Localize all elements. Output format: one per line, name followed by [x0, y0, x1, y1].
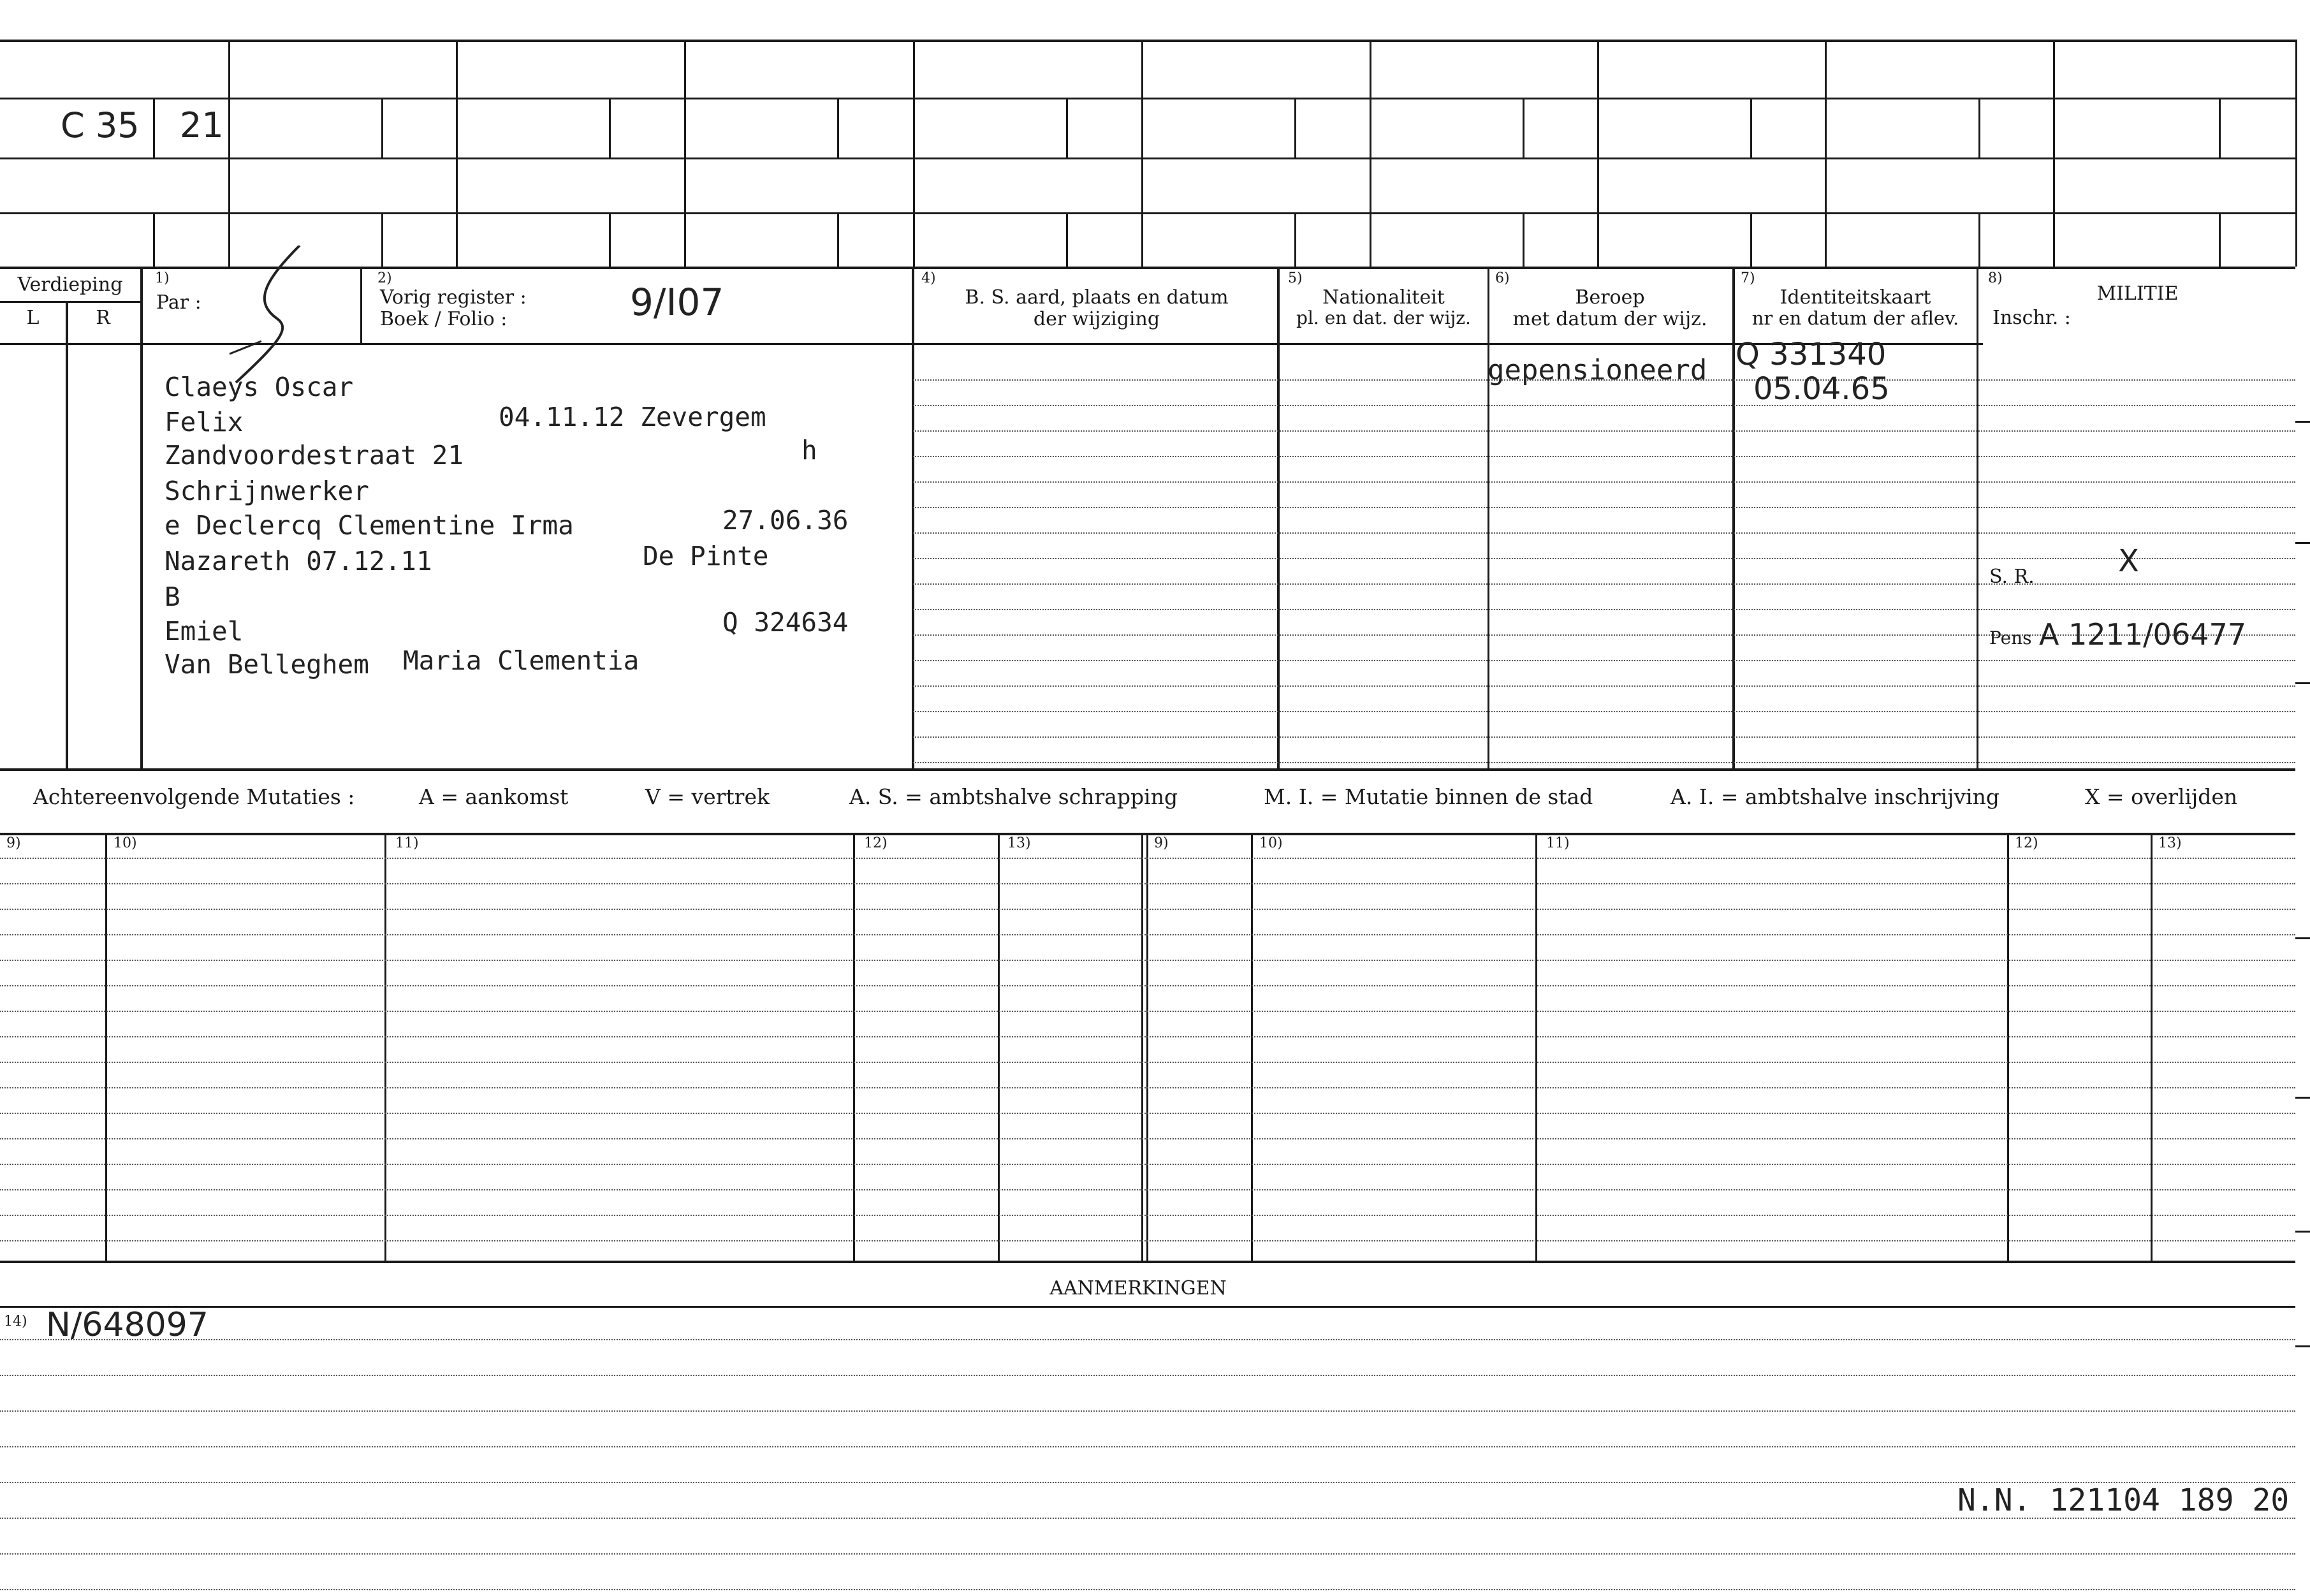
col-line-lr [66, 301, 68, 770]
mutaties-col-line [1535, 833, 1537, 1261]
aanmerkingen-dotted-line [0, 1553, 2295, 1555]
beroep-value: gepensioneerd [1488, 354, 1707, 386]
top-grid-sub-line [1066, 212, 1068, 267]
mutaties-dotted-line [0, 1138, 2295, 1139]
col4-number: 4) [921, 270, 936, 286]
col2-label-register: Vorig register : [380, 286, 527, 309]
top-grid-sub-line [609, 212, 611, 267]
person-mother-surname: Van Belleghem [164, 649, 369, 680]
mutaties-dotted-line [0, 1215, 2295, 1216]
header-top-line [0, 267, 2295, 269]
mutaties-col-line [1146, 833, 1148, 1261]
col5-label-1: Nationaliteit [1322, 286, 1445, 309]
mutaties-dotted-line [0, 1189, 2295, 1190]
aanmerkingen-nn: N.N. 121104 189 20 [1957, 1483, 2290, 1518]
top-grid-sub-line [153, 212, 155, 267]
top-grid-sub-line [1066, 98, 1068, 157]
mut-col-13a: 13) [1007, 835, 1031, 851]
verdieping-label: Verdieping [17, 274, 123, 296]
col1-number: 1) [155, 270, 170, 286]
body-bottom-line [0, 768, 2295, 771]
person-father: Emiel [164, 616, 244, 647]
top-grid-sub-line [1523, 212, 1524, 267]
legend-vertrek: V = vertrek [645, 784, 770, 809]
mut-col-13b: 13) [2158, 835, 2182, 851]
top-grid-col-line [2295, 40, 2297, 267]
body-dotted-line [913, 685, 2295, 687]
col6-number: 6) [1495, 270, 1510, 286]
mut-col-10b: 10) [1259, 835, 1283, 851]
top-grid-sub-line [1750, 212, 1752, 267]
top-grid-code: C 35 [61, 105, 140, 145]
legend-overlijden: X = overlijden [2085, 784, 2238, 809]
edge-tick [2295, 1097, 2310, 1099]
mutaties-col-line [1251, 833, 1253, 1261]
top-grid-col-line [2053, 40, 2055, 267]
top-grid-sub-line [153, 98, 155, 157]
top-grid-col-line [684, 40, 686, 267]
mut-col-11b: 11) [1546, 835, 1570, 851]
body-dotted-line [913, 532, 2295, 534]
top-grid-sub-line [837, 212, 839, 267]
col8-label-militie: MILITIE [2096, 282, 2179, 305]
top-grid-col-line [228, 40, 230, 267]
col6-label-1: Beroep [1575, 286, 1645, 309]
col2-label-folio: Boek / Folio : [380, 308, 508, 330]
person-spouse: e Declercq Clementine Irma [164, 510, 574, 541]
body-dotted-line [913, 583, 2295, 585]
person-name: Claeys Oscar [164, 372, 354, 402]
mutaties-col-line [853, 833, 855, 1261]
body-dotted-line [913, 736, 2295, 738]
col-line-bs [1277, 267, 1280, 770]
mutaties-dotted-line [0, 985, 2295, 986]
col7-label-2: nr en datum der aflev. [1751, 307, 1959, 329]
col-line-beroep [1732, 267, 1735, 770]
legend-title: Achtereenvolgende Mutaties : [33, 784, 355, 809]
mutaties-col-line [2007, 833, 2009, 1261]
aanmerkingen-dotted-line [0, 1589, 2295, 1590]
mut-col-12a: 12) [864, 835, 888, 851]
top-grid-col-line [456, 40, 458, 267]
col8-number: 8) [1988, 270, 2003, 286]
person-address: Zandvoordestraat 21 [164, 440, 464, 471]
top-grid-col-line [1141, 40, 1143, 267]
col7-number: 7) [1741, 270, 1755, 286]
top-grid-line-3 [0, 212, 2295, 214]
aanmerkingen-number: 14) [4, 1314, 27, 1329]
person-h-mark: h [801, 435, 817, 465]
col2-number: 2) [377, 270, 392, 286]
top-grid-sub-line [381, 212, 383, 267]
top-grid-sub-line [1978, 212, 1980, 267]
top-grid-sub-line [381, 98, 383, 157]
legend-mutatie-binnen: M. I. = Mutatie binnen de stad [1264, 784, 1593, 809]
mutaties-dotted-line [0, 909, 2295, 910]
militie-pens-value: A 1211/06477 [2039, 617, 2246, 652]
edge-tick [2295, 542, 2310, 544]
top-grid-sub-line [837, 98, 839, 157]
top-grid-sub-line [1978, 98, 1980, 157]
mutaties-col-line [2151, 833, 2153, 1261]
top-grid-sub-line [1750, 98, 1752, 157]
mut-col-9a: 9) [6, 835, 21, 851]
top-grid-sub-line [2219, 212, 2221, 267]
col5-label-2: pl. en dat. der wijz. [1296, 307, 1471, 328]
mut-col-9b: 9) [1154, 835, 1169, 851]
top-grid-col-line [1370, 40, 1371, 267]
top-grid-col-line [1825, 40, 1827, 267]
mutaties-col-line [998, 833, 1000, 1261]
mutaties-dotted-line [0, 1164, 2295, 1165]
col-line-register [912, 267, 914, 770]
person-mother-first: Maria Clementia [403, 645, 640, 676]
body-dotted-line [913, 456, 2295, 457]
person-first-name: Felix [164, 407, 244, 437]
mut-col-11a: 11) [395, 835, 419, 851]
mut-col-10a: 10) [113, 835, 137, 851]
col1-label: Par : [156, 291, 201, 314]
legend-ambtshalve-schrapping: A. S. = ambtshalve schrapping [849, 784, 1178, 809]
id-card-date: 05.04.65 [1753, 371, 1890, 407]
aanmerkingen-dotted-line [0, 1339, 2295, 1340]
top-grid-col-line [1597, 40, 1599, 267]
top-grid-line-1 [0, 98, 2295, 99]
top-grid-sub-line [609, 98, 611, 157]
col-line-verdieping [140, 267, 143, 770]
militie-sr-value: X [2118, 543, 2139, 579]
col4-label-2: der wijziging [1033, 308, 1160, 330]
militie-sr-label: S. R. [1989, 566, 2035, 588]
person-profession: Schrijnwerker [164, 476, 369, 506]
person-b-mark: B [164, 582, 180, 612]
person-birth: 04.11.12 Zevergem [499, 402, 766, 432]
aanmerkingen-value: N/648097 [46, 1306, 208, 1344]
mutaties-dotted-line [0, 1062, 2295, 1063]
mutaties-dotted-line [0, 1087, 2295, 1088]
mutaties-dotted-line [0, 1113, 2295, 1114]
aanmerkingen-title: AANMERKINGEN [1049, 1277, 1227, 1299]
verdieping-divider [0, 301, 140, 303]
legend-aankomst: A = aankomst [419, 784, 569, 809]
verdieping-l: L [26, 307, 40, 329]
person-marriage-date: 27.06.36 [722, 505, 849, 536]
mutaties-col-line [105, 833, 107, 1261]
edge-tick [2295, 421, 2310, 423]
body-dotted-line [913, 405, 2295, 406]
body-dotted-line [913, 430, 2295, 432]
edge-tick [2295, 1231, 2310, 1233]
mutaties-dotted-line [0, 883, 2295, 884]
mutaties-col-line [384, 833, 386, 1261]
col-line-par [360, 267, 362, 343]
top-grid-col-line [913, 40, 915, 267]
mut-col-12b: 12) [2015, 835, 2038, 851]
aanmerkingen-line [0, 1306, 2295, 1308]
mutaties-dotted-line [0, 960, 2295, 961]
body-dotted-line [913, 481, 2295, 483]
mutaties-col-line [1141, 833, 1143, 1261]
mutaties-dotted-line [0, 934, 2295, 935]
aanmerkingen-dotted-line [0, 1518, 2295, 1519]
aanmerkingen-dotted-line [0, 1482, 2295, 1483]
edge-tick [2295, 937, 2310, 939]
body-dotted-line [913, 558, 2295, 559]
top-grid-sub-line [1294, 98, 1296, 157]
top-grid-number: 21 [180, 105, 224, 145]
edge-tick [2295, 682, 2310, 684]
militie-pens-label: Pens [1989, 627, 2032, 648]
aanmerkingen-dotted-line [0, 1446, 2295, 1447]
edge-tick [2295, 1345, 2310, 1347]
top-grid-sub-line [2219, 98, 2221, 157]
mutaties-dotted-line [0, 1011, 2295, 1012]
top-grid-sub-line [1523, 98, 1524, 157]
col4-label-1: B. S. aard, plaats en datum [965, 286, 1229, 309]
col2-value: 9/I07 [630, 281, 724, 324]
mutaties-bottom-line [0, 1261, 2295, 1263]
col-line-nat [1488, 267, 1489, 770]
person-spouse-birth: Nazareth 07.12.11 [164, 546, 432, 576]
top-border [0, 40, 2295, 42]
mutaties-dotted-line [0, 1240, 2295, 1241]
par-bracket-mark [217, 245, 306, 386]
body-dotted-line [913, 762, 2295, 763]
mutaties-dotted-line [0, 1036, 2295, 1037]
mutaties-dotted-line [0, 858, 2295, 859]
col8-label-inschr: Inschr. : [1992, 307, 2071, 329]
verdieping-r: R [96, 307, 110, 329]
top-grid-sub-line [1294, 212, 1296, 267]
col7-label-1: Identiteitskaart [1780, 286, 1931, 309]
aanmerkingen-dotted-line [0, 1410, 2295, 1412]
top-grid-line-2 [0, 157, 2295, 159]
col5-number: 5) [1288, 270, 1303, 286]
legend-ambtshalve-inschrijving: A. I. = ambtshalve inschrijving [1670, 784, 2000, 809]
body-dotted-line [913, 609, 2295, 610]
aanmerkingen-dotted-line [0, 1375, 2295, 1376]
body-dotted-line [913, 711, 2295, 712]
col6-label-2: met datum der wijz. [1512, 308, 1707, 330]
body-dotted-line [913, 507, 2295, 508]
person-id-number: Q 324634 [722, 607, 849, 638]
person-marriage-place: De Pinte [643, 541, 769, 571]
col-line-id [1977, 267, 1978, 770]
body-dotted-line [913, 660, 2295, 661]
id-card-number: Q 331340 [1736, 337, 1887, 372]
